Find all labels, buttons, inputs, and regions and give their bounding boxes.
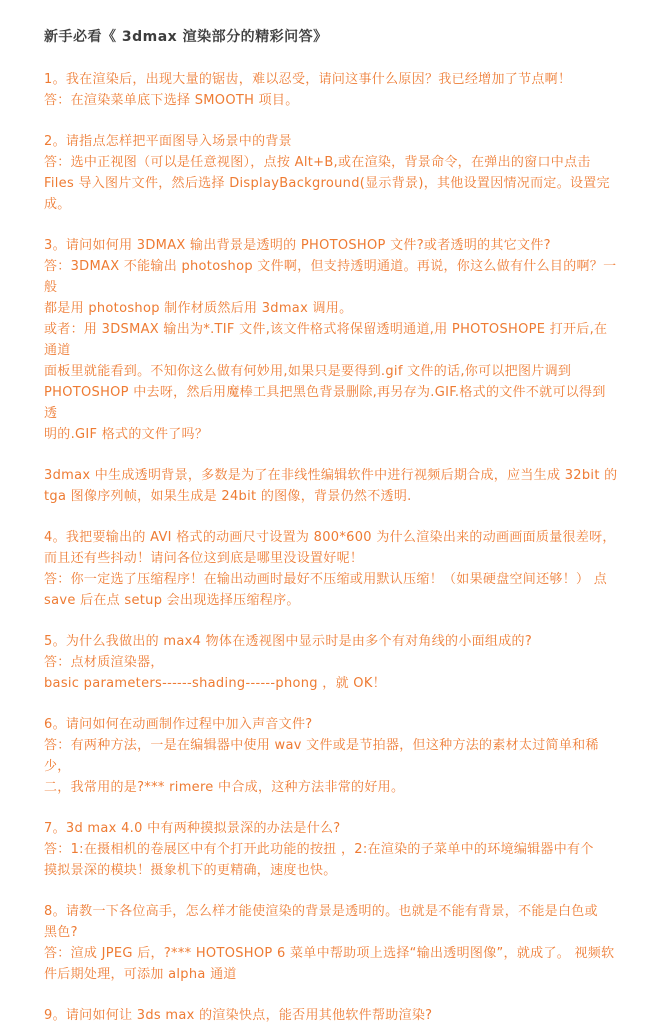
text-line: tga 图像序列帧，如果生成是 24bit 的图像，背景仍然不透明.: [44, 489, 412, 504]
text-line: 摸拟景深的模块！摄象机下的更精确，速度也快。: [44, 863, 337, 878]
text-line: PHOTOSHOP 中去呀，然后用魔棒工具把黑色背景删除,再另存为.GIF.格式的文件不就可以得到透: [44, 385, 606, 421]
text-line: 7。3d max 4.0 中有两种摸拟景深的办法是什么?: [44, 821, 341, 836]
text-line: 答：3DMAX 不能输出 photoshop 文件啊，但支持透明通道。再说，你这么做有什么目的啊？一般: [44, 259, 617, 295]
text-line: save 后在点 setup 会出现选择压缩程序。: [44, 593, 300, 608]
text-line: basic parameters------shading------phong ，就 OK！: [44, 676, 386, 691]
text-line: 6。请问如何在动画制作过程中加入声音文件?: [44, 717, 313, 732]
text-line: 4。我把要输出的 AVI 格式的动画尺寸设置为 800*600 为什么渲染出来的动画画面质量很差呀，: [44, 530, 616, 545]
qa-paragraph: [44, 69, 618, 111]
text-line: 明的.GIF 格式的文件了吗？: [44, 427, 209, 442]
qa-paragraph: [44, 1005, 618, 1026]
text-line: 答：有两种方法，一是在编辑器中使用 wav 文件或是节拍器，但这种方法的素材太过简单和稀少，: [44, 738, 599, 774]
text-line: 答：在渲染菜单底下选择 SMOOTH 项目。: [44, 93, 299, 108]
qa-list: [44, 69, 618, 1026]
text-line: 3。请问如何用 3DMAX 输出背景是透明的 PHOTOSHOP 文件?或者透明的其它文件?: [44, 238, 551, 253]
qa-paragraph: [44, 235, 618, 445]
text-line: 黑色?: [44, 925, 78, 940]
text-line: 答：1:在摄相机的卷展区中有个打开此功能的按扭 ，2:在渲染的子菜单中的环境编辑器中有个: [44, 842, 594, 857]
text-line: 2。请指点怎样把平面图导入场景中的背景: [44, 134, 292, 149]
text-line: 件后期处理，可添加 alpha 通道: [44, 967, 237, 982]
text-line: 面板里就能看到。不知你这么做有何妙用,如果只是要得到.gif 文件的话,你可以把图片调到: [44, 364, 572, 379]
qa-paragraph: [44, 465, 618, 507]
qa-paragraph: [44, 714, 618, 798]
text-line: Files 导入图片文件，然后选择 DisplayBackground(显示背景)，其他设置因情况而定。设置完: [44, 176, 610, 191]
text-line: 答：你一定选了压缩程序！在输出动画时最好不压缩或用默认压缩！（如果硬盘空间还够！） 点: [44, 572, 608, 587]
text-line: 成。: [44, 197, 71, 212]
qa-paragraph: [44, 818, 618, 881]
text-line: 答：渲成 JPEG 后，?*** HOTOSHOP 6 菜单中帮助项上选择“输出透明图像”，就成了。 视频软: [44, 946, 615, 961]
text-line: 而且还有些抖动！请问各位这到底是哪里没设置好呢！: [44, 551, 364, 566]
qa-paragraph: [44, 527, 618, 611]
qa-paragraph: [44, 131, 618, 215]
document-title: 新手必看《 3dmax 渲染部分的精彩问答》: [44, 29, 328, 45]
text-line: 3dmax 中生成透明背景，多数是为了在非线性编辑软件中进行视频后期合成，应当生成 32bit 的: [44, 468, 618, 483]
qa-paragraph: [44, 901, 618, 985]
text-line: 1。我在渲染后，出现大量的锯齿，难以忍受，请问这事什么原因？我已经增加了节点啊！: [44, 72, 572, 87]
text-line: 答：选中正视图（可以是任意视图），点按 Alt+B,或在渲染，背景命令，在弹出的窗口中点击: [44, 155, 591, 170]
text-line: 或者：用 3DSMAX 输出为*.TIF 文件,该文件格式将保留透明通道,用 PHOTOSHOPE 打开后,在通道: [44, 322, 608, 358]
text-line: 9。请问如何让 3ds max 的渲染快点，能否用其他软件帮助渲染?: [44, 1008, 433, 1023]
text-line: 都是用 photoshop 制作材质然后用 3dmax 调用。: [44, 301, 353, 316]
text-line: 5。为什么我做出的 max4 物体在透视图中显示时是由多个有对角线的小面组成的?: [44, 634, 533, 649]
text-line: 答：点材质渲染器，: [44, 655, 164, 670]
text-line: 8。请教一下各位高手，怎么样才能使渲染的背景是透明的。也就是不能有背景，不能是白色或: [44, 904, 598, 919]
text-line: 二，我常用的是?*** rimere 中合成，这种方法非常的好用。: [44, 780, 405, 795]
qa-paragraph: [44, 631, 618, 694]
